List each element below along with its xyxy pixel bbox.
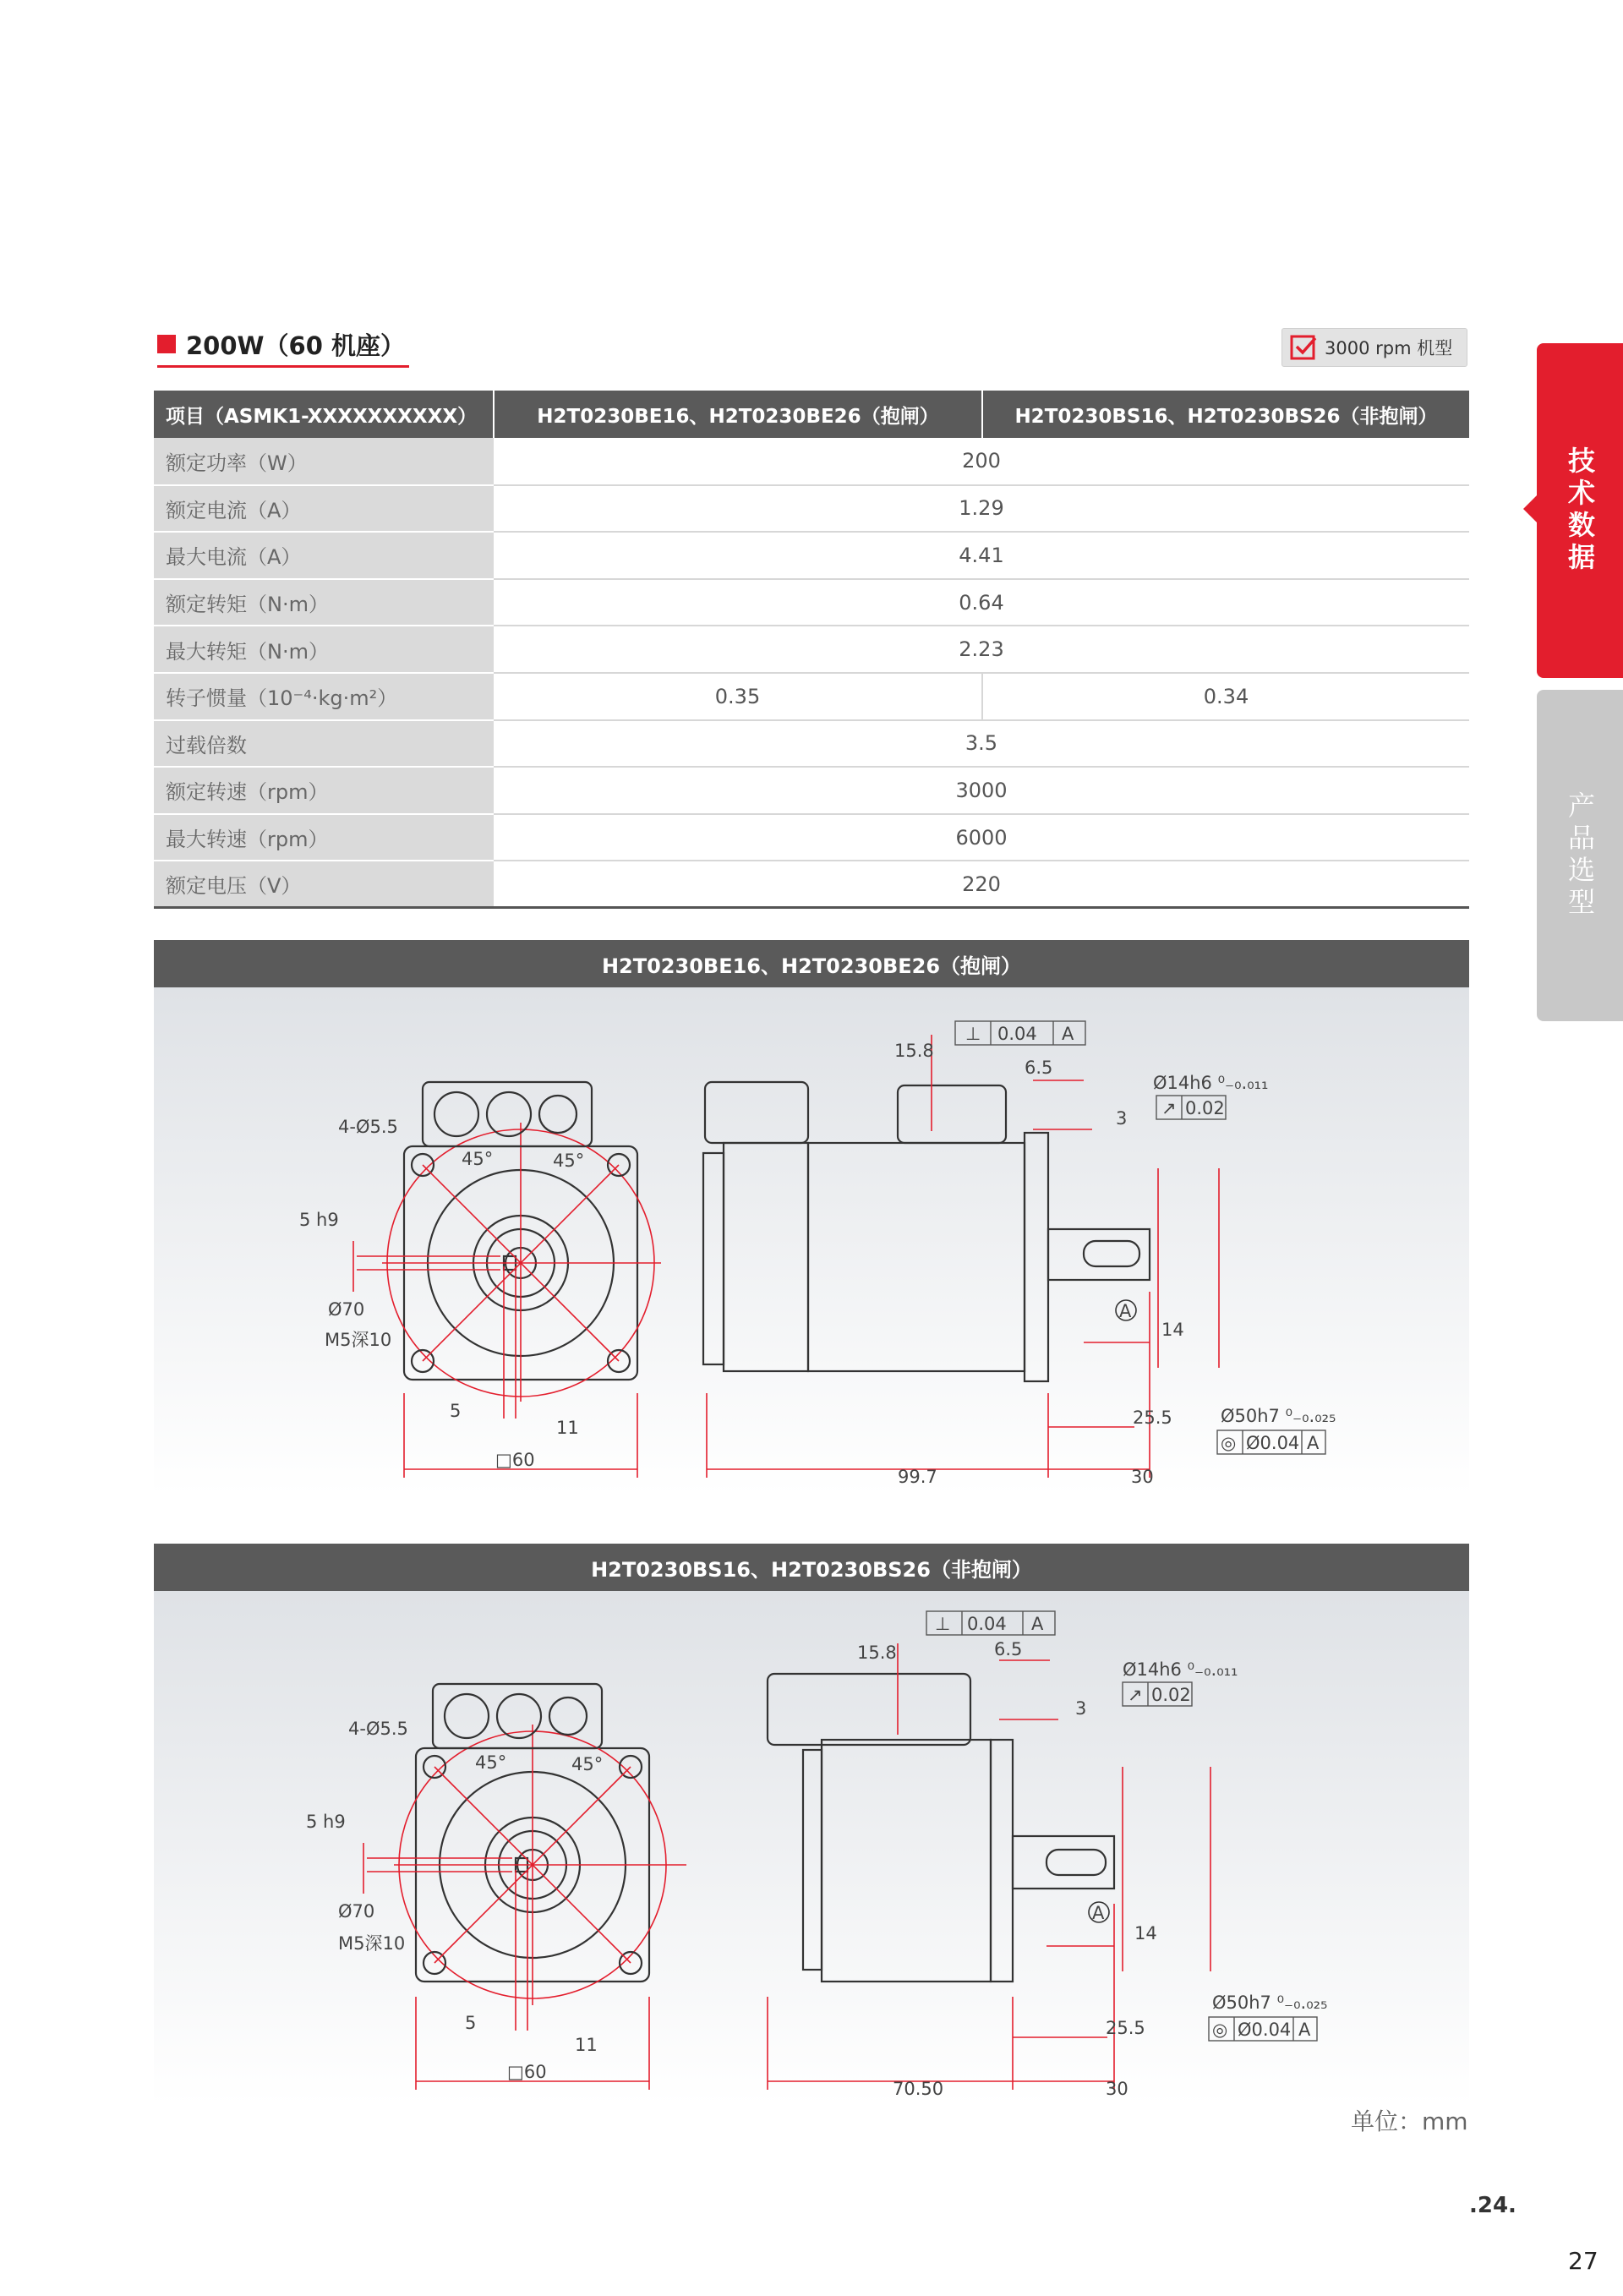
pilot-len-label: 25.5 [1106, 2018, 1145, 2038]
angle1-label: 45° [462, 1149, 494, 1169]
tab-technical-data[interactable] [1537, 343, 1623, 678]
connector-plug [434, 1092, 478, 1136]
key-width-label: 5 [465, 2013, 477, 2033]
side-view [768, 1611, 1327, 2099]
flange-label: □60 [507, 2062, 547, 2082]
thread-label: M5深10 [325, 1330, 392, 1350]
row-value: 3.5 [494, 720, 1469, 768]
shaft-len-label: 30 [1106, 2079, 1128, 2099]
holes-label: 4-Ø5.5 [348, 1719, 408, 1739]
shaft-key [1046, 1850, 1106, 1875]
drawing1-title: H2T0230BE16、H2T0230BE26（抱闸） [154, 940, 1469, 987]
table-row [154, 438, 1469, 485]
section-title-text: 200W（60 机座） [186, 331, 405, 360]
header-item: 项目（ASMK1-XXXXXXXXXX） [154, 391, 494, 438]
row-label: 额定功率（W） [154, 438, 494, 485]
flange-label: □60 [495, 1450, 535, 1470]
table-row [154, 814, 1469, 861]
section-underline [157, 365, 409, 368]
runout-symbol: ↗ [1161, 1098, 1177, 1118]
table-row [154, 485, 1469, 533]
key-width-label: 5 [450, 1401, 462, 1421]
red-square-icon [157, 335, 176, 353]
length-label: 70.50 [893, 2079, 944, 2099]
angle1-label: 45° [475, 1752, 507, 1773]
key-label: 5 h9 [299, 1210, 339, 1230]
drawing2-svg [154, 1591, 1469, 2105]
pilot-len-label: 25.5 [1133, 1408, 1172, 1428]
table-row [154, 579, 1469, 626]
side-view [703, 1021, 1336, 1487]
row-label: 最大转矩（N·m） [154, 626, 494, 673]
drawing2-panel [154, 1591, 1469, 2105]
shaft-len-label: 30 [1131, 1467, 1154, 1487]
holes-label: 4-Ø5.5 [338, 1117, 398, 1137]
conc-datum: A [1307, 1433, 1320, 1453]
row-label: 额定转矩（N·m） [154, 579, 494, 626]
row-label: 额定转速（rpm） [154, 767, 494, 814]
length-label: 99.7 [898, 1467, 937, 1487]
perp-value: 0.04 [997, 1024, 1037, 1044]
header-brake: H2T0230BE16、H2T0230BE26（抱闸） [494, 391, 982, 438]
tab-product-selection-label: 产品选型 [1564, 791, 1596, 920]
shaft-tol-label: Ø14h6 ⁰₋₀.₀₁₁ [1153, 1073, 1269, 1093]
shaft-key [1084, 1241, 1139, 1266]
checkbox-checked-icon [1289, 333, 1318, 362]
row-label: 最大电流（A） [154, 532, 494, 579]
drawing1-svg [154, 987, 1469, 1495]
conc-symbol: ◎ [1212, 2020, 1228, 2040]
rpm-badge [1281, 328, 1467, 367]
perp-datum: A [1062, 1024, 1074, 1044]
step-label: 3 [1075, 1698, 1087, 1719]
plug-label: 15.8 [894, 1041, 934, 1061]
runout-symbol: ↗ [1128, 1685, 1143, 1705]
conc-symbol: ◎ [1221, 1433, 1237, 1453]
perp-datum: A [1031, 1614, 1044, 1634]
row-label: 额定电流（A） [154, 485, 494, 533]
rpm-badge-label: 3000 rpm 机型 [1325, 338, 1453, 358]
shaft [1013, 1836, 1114, 1889]
conc-value: Ø0.04 [1246, 1433, 1300, 1453]
key-len-label: 14 [1161, 1320, 1184, 1340]
rear-cap [703, 1153, 724, 1364]
key-len-label: 14 [1134, 1923, 1157, 1943]
tab-pointer-icon [1523, 495, 1537, 522]
connector-plug [539, 1096, 577, 1133]
table-row [154, 673, 1469, 720]
conc-datum: A [1298, 2020, 1311, 2040]
row-value: 220 [494, 861, 1469, 908]
section-title [157, 324, 405, 364]
row-label: 转子惯量（10⁻⁴·kg·m²） [154, 673, 494, 720]
table-header-row [154, 391, 1469, 438]
side-connector [768, 1674, 970, 1745]
row-value: 4.41 [494, 532, 1469, 579]
shaft [1048, 1229, 1150, 1280]
connector-plug [549, 1697, 587, 1735]
key-height-label: 11 [575, 2035, 598, 2055]
table-row [154, 626, 1469, 673]
datum-mark: A [1092, 1903, 1105, 1923]
plug-label: 15.8 [857, 1643, 897, 1663]
row-value: 1.29 [494, 485, 1469, 533]
connector-plug [445, 1694, 489, 1738]
front-view [306, 1684, 686, 2090]
pilot-label: Ø70 [328, 1299, 365, 1320]
row-value: 200 [494, 438, 1469, 485]
pilot-label: Ø70 [338, 1901, 375, 1922]
table-row [154, 767, 1469, 814]
section-page-number: .24. [1469, 2193, 1516, 2218]
main-body [822, 1740, 991, 1982]
perp-symbol: ⊥ [965, 1024, 981, 1044]
unit-note: 单位：mm [1351, 2107, 1468, 2135]
rear-cap [803, 1750, 822, 1970]
thread-label: M5深10 [338, 1933, 406, 1954]
angle2-label: 45° [571, 1754, 604, 1774]
shaft-tol-label: Ø14h6 ⁰₋₀.₀₁₁ [1123, 1659, 1238, 1680]
tab-technical-data-label: 技术数据 [1564, 446, 1596, 575]
spigot-tol-label: Ø50h7 ⁰₋₀.₀₂₅ [1212, 1993, 1328, 2013]
key-label: 5 h9 [306, 1812, 346, 1832]
spec-table [154, 391, 1469, 909]
conc-value: Ø0.04 [1238, 2020, 1292, 2040]
row-label: 过载倍数 [154, 720, 494, 768]
main-body [808, 1143, 1025, 1371]
drawing1-panel [154, 987, 1469, 1495]
perp-value: 0.04 [967, 1614, 1007, 1634]
row-value: 6000 [494, 814, 1469, 861]
angle2-label: 45° [553, 1151, 585, 1171]
row-value: 2.23 [494, 626, 1469, 673]
front-flange [1025, 1133, 1048, 1381]
row-value: 0.64 [494, 579, 1469, 626]
step-label: 3 [1116, 1108, 1128, 1129]
row-label: 额定电压（V） [154, 861, 494, 908]
side-connector [705, 1082, 808, 1143]
runout-value: 0.02 [1185, 1098, 1225, 1118]
side-connector [898, 1085, 1006, 1143]
runout-value: 0.02 [1151, 1685, 1191, 1705]
row-label: 最大转速（rpm） [154, 814, 494, 861]
plug2-label: 6.5 [1025, 1058, 1053, 1078]
perp-symbol: ⊥ [935, 1614, 951, 1634]
row-value-nonbrake: 0.34 [982, 673, 1469, 720]
row-value-brake: 0.35 [494, 673, 982, 720]
table-row [154, 532, 1469, 579]
rear-body [724, 1143, 808, 1371]
row-value: 3000 [494, 767, 1469, 814]
page-number: 27 [1568, 2247, 1598, 2275]
spigot-tol-label: Ø50h7 ⁰₋₀.₀₂₅ [1221, 1406, 1336, 1426]
tab-product-selection[interactable] [1537, 690, 1623, 1021]
datum-mark: A [1119, 1301, 1132, 1321]
front-flange [991, 1740, 1013, 1982]
key-height-label: 11 [556, 1418, 579, 1438]
header-nonbrake: H2T0230BS16、H2T0230BS26（非抱闸） [982, 391, 1469, 438]
plug2-label: 6.5 [994, 1639, 1023, 1659]
table-row [154, 861, 1469, 908]
drawing2-title: H2T0230BS16、H2T0230BS26（非抱闸） [154, 1544, 1469, 1591]
front-view [299, 1082, 661, 1478]
table-row [154, 720, 1469, 768]
